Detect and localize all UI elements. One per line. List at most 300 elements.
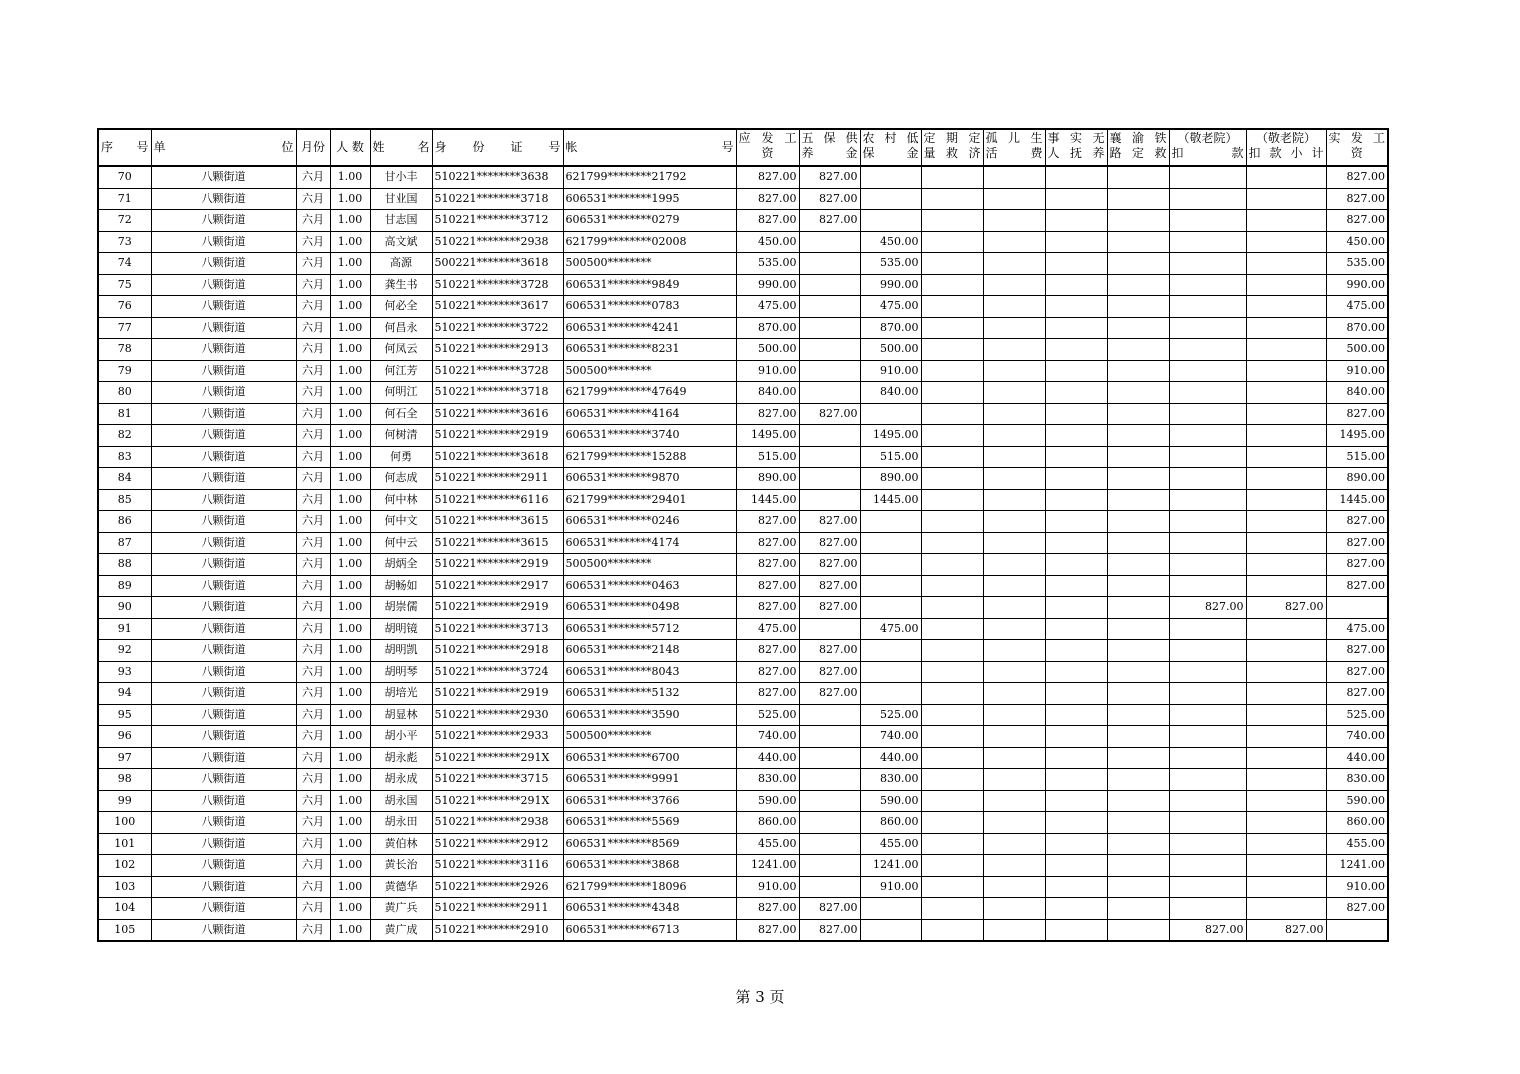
cell-wubao [799, 468, 860, 490]
cell-should-pay: 827.00 [736, 532, 799, 554]
cell-people: 1.00 [330, 790, 370, 812]
cell-dingliang [921, 597, 983, 619]
cell-xiangyu [1107, 166, 1169, 188]
cell-id: 510221********2917 [432, 575, 563, 597]
cell-jinglao-subtotal [1246, 833, 1326, 855]
cell-xiangyu [1107, 833, 1169, 855]
cell-unit: 八颗街道 [151, 597, 296, 619]
cell-shishi [1045, 618, 1107, 640]
cell-id: 510221********3618 [432, 446, 563, 468]
cell-seq: 104 [98, 898, 151, 920]
cell-dibao [860, 640, 921, 662]
cell-wubao: 827.00 [799, 511, 860, 533]
cell-jinglao-deduct [1169, 683, 1246, 705]
cell-should-pay: 827.00 [736, 575, 799, 597]
cell-jinglao-deduct [1169, 317, 1246, 339]
cell-name: 何树清 [370, 425, 432, 447]
cell-id: 510221********291X [432, 747, 563, 769]
cell-name: 高源 [370, 253, 432, 275]
cell-shishi [1045, 360, 1107, 382]
cell-wubao: 827.00 [799, 210, 860, 232]
cell-wubao [799, 339, 860, 361]
cell-jinglao-subtotal [1246, 446, 1326, 468]
cell-dingliang [921, 575, 983, 597]
cell-account: 621799********18096 [563, 876, 736, 898]
cell-dingliang [921, 317, 983, 339]
cell-dibao: 890.00 [860, 468, 921, 490]
table-row [98, 876, 1388, 898]
header-actual-pay-line2: 资 [1350, 146, 1363, 160]
cell-xiangyu [1107, 274, 1169, 296]
cell-id: 510221********2926 [432, 876, 563, 898]
cell-name: 胡永成 [370, 769, 432, 791]
cell-jinglao-subtotal [1246, 468, 1326, 490]
cell-unit: 八颗街道 [151, 876, 296, 898]
cell-jinglao-subtotal [1246, 425, 1326, 447]
header-shishi-line2: 人 抚 养 [1047, 146, 1105, 160]
cell-dibao: 440.00 [860, 747, 921, 769]
cell-shishi [1045, 296, 1107, 318]
cell-jinglao-subtotal [1246, 898, 1326, 920]
cell-wubao [799, 704, 860, 726]
cell-month: 六月 [296, 790, 330, 812]
cell-jinglao-deduct [1169, 210, 1246, 232]
table-body [98, 166, 1388, 941]
cell-id: 510221********3116 [432, 855, 563, 877]
cell-jinglao-deduct: 827.00 [1169, 597, 1246, 619]
cell-shishi [1045, 210, 1107, 232]
cell-dingliang [921, 769, 983, 791]
header-jinglao-deduct [1169, 129, 1246, 166]
cell-month: 六月 [296, 726, 330, 748]
table-row [98, 575, 1388, 597]
cell-jinglao-deduct [1169, 747, 1246, 769]
cell-shishi [1045, 403, 1107, 425]
cell-shishi [1045, 468, 1107, 490]
cell-people: 1.00 [330, 769, 370, 791]
table-row [98, 919, 1388, 941]
table-row [98, 833, 1388, 855]
cell-id: 510221********3712 [432, 210, 563, 232]
cell-name: 甘业国 [370, 188, 432, 210]
table-row [98, 597, 1388, 619]
table-row [98, 253, 1388, 275]
cell-account: 606531********9849 [563, 274, 736, 296]
cell-unit: 八颗街道 [151, 253, 296, 275]
cell-unit: 八颗街道 [151, 919, 296, 941]
cell-seq: 101 [98, 833, 151, 855]
cell-jinglao-subtotal [1246, 812, 1326, 834]
cell-actual-pay: 827.00 [1326, 661, 1388, 683]
cell-dingliang [921, 898, 983, 920]
cell-jinglao-deduct [1169, 769, 1246, 791]
cell-shishi [1045, 597, 1107, 619]
cell-wubao [799, 296, 860, 318]
cell-month: 六月 [296, 618, 330, 640]
cell-month: 六月 [296, 296, 330, 318]
cell-should-pay: 840.00 [736, 382, 799, 404]
cell-month: 六月 [296, 876, 330, 898]
cell-dibao [860, 532, 921, 554]
cell-id: 510221********2919 [432, 597, 563, 619]
cell-jinglao-subtotal [1246, 704, 1326, 726]
cell-seq: 94 [98, 683, 151, 705]
cell-wubao: 827.00 [799, 532, 860, 554]
cell-wubao [799, 425, 860, 447]
table-row [98, 511, 1388, 533]
cell-month: 六月 [296, 210, 330, 232]
cell-seq: 73 [98, 231, 151, 253]
cell-people: 1.00 [330, 446, 370, 468]
cell-actual-pay: 455.00 [1326, 833, 1388, 855]
cell-actual-pay: 450.00 [1326, 231, 1388, 253]
cell-should-pay: 440.00 [736, 747, 799, 769]
table-row [98, 296, 1388, 318]
cell-wubao: 827.00 [799, 597, 860, 619]
cell-xiangyu [1107, 210, 1169, 232]
cell-xiangyu [1107, 468, 1169, 490]
cell-wubao: 827.00 [799, 188, 860, 210]
cell-month: 六月 [296, 769, 330, 791]
cell-actual-pay: 990.00 [1326, 274, 1388, 296]
cell-account: 606531********3868 [563, 855, 736, 877]
cell-jinglao-deduct [1169, 575, 1246, 597]
cell-guer [983, 790, 1045, 812]
cell-dibao: 840.00 [860, 382, 921, 404]
table-row [98, 554, 1388, 576]
cell-account: 606531********0498 [563, 597, 736, 619]
cell-people: 1.00 [330, 618, 370, 640]
table-row [98, 769, 1388, 791]
cell-name: 黄广成 [370, 919, 432, 941]
cell-dibao: 525.00 [860, 704, 921, 726]
cell-account: 606531********4174 [563, 532, 736, 554]
cell-dibao: 910.00 [860, 876, 921, 898]
cell-seq: 83 [98, 446, 151, 468]
cell-month: 六月 [296, 166, 330, 188]
cell-actual-pay: 910.00 [1326, 876, 1388, 898]
cell-seq: 77 [98, 317, 151, 339]
cell-seq: 80 [98, 382, 151, 404]
cell-wubao: 827.00 [799, 919, 860, 941]
cell-unit: 八颗街道 [151, 210, 296, 232]
cell-month: 六月 [296, 339, 330, 361]
cell-jinglao-subtotal [1246, 618, 1326, 640]
cell-name: 胡显林 [370, 704, 432, 726]
cell-people: 1.00 [330, 726, 370, 748]
cell-guer [983, 855, 1045, 877]
cell-dibao: 830.00 [860, 769, 921, 791]
cell-people: 1.00 [330, 210, 370, 232]
cell-xiangyu [1107, 425, 1169, 447]
cell-shishi [1045, 253, 1107, 275]
table-row [98, 360, 1388, 382]
cell-should-pay: 450.00 [736, 231, 799, 253]
cell-id: 510221********2930 [432, 704, 563, 726]
cell-xiangyu [1107, 640, 1169, 662]
cell-account: 606531********9991 [563, 769, 736, 791]
table-header [98, 129, 1388, 166]
cell-should-pay: 827.00 [736, 188, 799, 210]
cell-actual-pay: 535.00 [1326, 253, 1388, 275]
cell-name: 高文斌 [370, 231, 432, 253]
header-actual-pay-line1: 实 发 工 [1328, 131, 1385, 145]
cell-guer [983, 769, 1045, 791]
cell-should-pay: 990.00 [736, 274, 799, 296]
cell-seq: 105 [98, 919, 151, 941]
cell-jinglao-deduct [1169, 833, 1246, 855]
cell-actual-pay: 830.00 [1326, 769, 1388, 791]
cell-actual-pay: 860.00 [1326, 812, 1388, 834]
cell-wubao [799, 747, 860, 769]
cell-jinglao-deduct [1169, 382, 1246, 404]
cell-xiangyu [1107, 253, 1169, 275]
cell-unit: 八颗街道 [151, 403, 296, 425]
cell-shishi [1045, 317, 1107, 339]
cell-people: 1.00 [330, 532, 370, 554]
cell-id: 510221********3728 [432, 274, 563, 296]
cell-shishi [1045, 726, 1107, 748]
cell-guer [983, 554, 1045, 576]
cell-jinglao-deduct [1169, 618, 1246, 640]
cell-wubao [799, 812, 860, 834]
cell-dingliang [921, 360, 983, 382]
cell-dingliang [921, 532, 983, 554]
cell-dibao [860, 511, 921, 533]
cell-jinglao-deduct [1169, 446, 1246, 468]
cell-unit: 八颗街道 [151, 704, 296, 726]
cell-actual-pay: 827.00 [1326, 683, 1388, 705]
cell-account: 621799********02008 [563, 231, 736, 253]
cell-should-pay: 1495.00 [736, 425, 799, 447]
cell-guer [983, 511, 1045, 533]
table-row [98, 339, 1388, 361]
cell-guer [983, 360, 1045, 382]
header-name-part2: 名 [417, 140, 430, 154]
cell-actual-pay: 440.00 [1326, 747, 1388, 769]
table-row [98, 231, 1388, 253]
cell-xiangyu [1107, 812, 1169, 834]
table-row [98, 317, 1388, 339]
cell-name: 胡崇儒 [370, 597, 432, 619]
cell-wubao: 827.00 [799, 554, 860, 576]
cell-unit: 八颗街道 [151, 661, 296, 683]
cell-name: 胡小平 [370, 726, 432, 748]
cell-wubao [799, 876, 860, 898]
cell-unit: 八颗街道 [151, 790, 296, 812]
cell-people: 1.00 [330, 704, 370, 726]
cell-id: 510221********3728 [432, 360, 563, 382]
cell-guer [983, 296, 1045, 318]
cell-dibao: 515.00 [860, 446, 921, 468]
cell-month: 六月 [296, 489, 330, 511]
page-number: 第 3 页 [735, 988, 785, 1006]
cell-unit: 八颗街道 [151, 468, 296, 490]
cell-name: 何中文 [370, 511, 432, 533]
cell-month: 六月 [296, 855, 330, 877]
cell-name: 何中云 [370, 532, 432, 554]
cell-month: 六月 [296, 317, 330, 339]
cell-should-pay: 870.00 [736, 317, 799, 339]
header-id-part3: 证 [510, 140, 523, 154]
cell-seq: 75 [98, 274, 151, 296]
table-row [98, 468, 1388, 490]
cell-wubao [799, 489, 860, 511]
cell-shishi [1045, 489, 1107, 511]
cell-shishi [1045, 704, 1107, 726]
cell-account: 606531********0246 [563, 511, 736, 533]
cell-people: 1.00 [330, 382, 370, 404]
cell-id: 510221********3617 [432, 296, 563, 318]
cell-actual-pay: 500.00 [1326, 339, 1388, 361]
cell-id: 510221********3616 [432, 403, 563, 425]
cell-account: 606531********1995 [563, 188, 736, 210]
cell-unit: 八颗街道 [151, 898, 296, 920]
cell-unit: 八颗街道 [151, 640, 296, 662]
cell-unit: 八颗街道 [151, 489, 296, 511]
cell-people: 1.00 [330, 575, 370, 597]
cell-should-pay: 830.00 [736, 769, 799, 791]
cell-dingliang [921, 640, 983, 662]
cell-actual-pay: 590.00 [1326, 790, 1388, 812]
cell-name: 何石全 [370, 403, 432, 425]
cell-account: 606531********0463 [563, 575, 736, 597]
cell-dibao [860, 661, 921, 683]
header-month: 月份 [296, 129, 330, 166]
header-id-part1: 身 [434, 140, 447, 154]
cell-actual-pay: 827.00 [1326, 554, 1388, 576]
cell-xiangyu [1107, 360, 1169, 382]
cell-unit: 八颗街道 [151, 726, 296, 748]
cell-should-pay: 890.00 [736, 468, 799, 490]
cell-dingliang [921, 661, 983, 683]
cell-shishi [1045, 575, 1107, 597]
cell-dingliang [921, 726, 983, 748]
cell-seq: 100 [98, 812, 151, 834]
cell-month: 六月 [296, 812, 330, 834]
cell-unit: 八颗街道 [151, 231, 296, 253]
cell-account: 500500******** [563, 554, 736, 576]
header-wubao-line1: 五 保 供 [801, 131, 858, 145]
cell-name: 胡明琴 [370, 661, 432, 683]
cell-actual-pay: 827.00 [1326, 898, 1388, 920]
cell-id: 510221********2912 [432, 833, 563, 855]
cell-dibao: 450.00 [860, 231, 921, 253]
cell-wubao [799, 231, 860, 253]
cell-month: 六月 [296, 403, 330, 425]
cell-name: 何勇 [370, 446, 432, 468]
cell-name: 何江芳 [370, 360, 432, 382]
cell-dingliang [921, 704, 983, 726]
cell-seq: 99 [98, 790, 151, 812]
cell-jinglao-subtotal [1246, 683, 1326, 705]
cell-month: 六月 [296, 382, 330, 404]
cell-id: 510221********2911 [432, 898, 563, 920]
cell-xiangyu [1107, 618, 1169, 640]
cell-guer [983, 446, 1045, 468]
cell-seq: 89 [98, 575, 151, 597]
cell-id: 510221********2913 [432, 339, 563, 361]
header-shishi-line1: 事 实 无 [1047, 131, 1105, 145]
cell-month: 六月 [296, 532, 330, 554]
cell-account: 606531********9870 [563, 468, 736, 490]
cell-id: 510221********2911 [432, 468, 563, 490]
cell-dibao: 1495.00 [860, 425, 921, 447]
header-jinglao-subtotal-line1: （敬老院） [1255, 131, 1316, 145]
cell-wubao [799, 253, 860, 275]
cell-dingliang [921, 403, 983, 425]
cell-should-pay: 827.00 [736, 210, 799, 232]
cell-unit: 八颗街道 [151, 511, 296, 533]
cell-dingliang [921, 253, 983, 275]
cell-xiangyu [1107, 726, 1169, 748]
header-unit-part1: 单 [153, 140, 166, 154]
cell-jinglao-deduct [1169, 360, 1246, 382]
cell-should-pay: 827.00 [736, 403, 799, 425]
cell-should-pay: 827.00 [736, 640, 799, 662]
cell-xiangyu [1107, 790, 1169, 812]
cell-jinglao-subtotal: 827.00 [1246, 597, 1326, 619]
cell-people: 1.00 [330, 683, 370, 705]
cell-xiangyu [1107, 188, 1169, 210]
header-seq [98, 129, 151, 166]
header-account [563, 129, 736, 166]
cell-name: 何志成 [370, 468, 432, 490]
cell-shishi [1045, 382, 1107, 404]
cell-jinglao-deduct [1169, 339, 1246, 361]
cell-jinglao-subtotal [1246, 231, 1326, 253]
cell-month: 六月 [296, 640, 330, 662]
relief-payment-table [97, 128, 1389, 942]
cell-seq: 79 [98, 360, 151, 382]
cell-xiangyu [1107, 898, 1169, 920]
cell-name: 胡培光 [370, 683, 432, 705]
cell-wubao: 827.00 [799, 166, 860, 188]
header-unit [151, 129, 296, 166]
cell-people: 1.00 [330, 747, 370, 769]
cell-unit: 八颗街道 [151, 425, 296, 447]
cell-xiangyu [1107, 769, 1169, 791]
cell-actual-pay: 515.00 [1326, 446, 1388, 468]
cell-guer [983, 640, 1045, 662]
cell-dingliang [921, 489, 983, 511]
cell-people: 1.00 [330, 317, 370, 339]
cell-dibao [860, 166, 921, 188]
header-name-part1: 姓 [372, 140, 385, 154]
header-dibao [860, 129, 921, 166]
cell-guer [983, 661, 1045, 683]
cell-xiangyu [1107, 554, 1169, 576]
cell-xiangyu [1107, 661, 1169, 683]
cell-guer [983, 704, 1045, 726]
cell-jinglao-subtotal [1246, 166, 1326, 188]
cell-dingliang [921, 511, 983, 533]
cell-month: 六月 [296, 898, 330, 920]
cell-guer [983, 833, 1045, 855]
cell-people: 1.00 [330, 661, 370, 683]
header-id-part2: 份 [472, 140, 485, 154]
cell-unit: 八颗街道 [151, 532, 296, 554]
cell-dibao [860, 898, 921, 920]
cell-month: 六月 [296, 747, 330, 769]
cell-seq: 76 [98, 296, 151, 318]
cell-jinglao-subtotal [1246, 769, 1326, 791]
cell-seq: 87 [98, 532, 151, 554]
table-row [98, 683, 1388, 705]
cell-dibao: 1445.00 [860, 489, 921, 511]
cell-seq: 84 [98, 468, 151, 490]
table-row [98, 747, 1388, 769]
